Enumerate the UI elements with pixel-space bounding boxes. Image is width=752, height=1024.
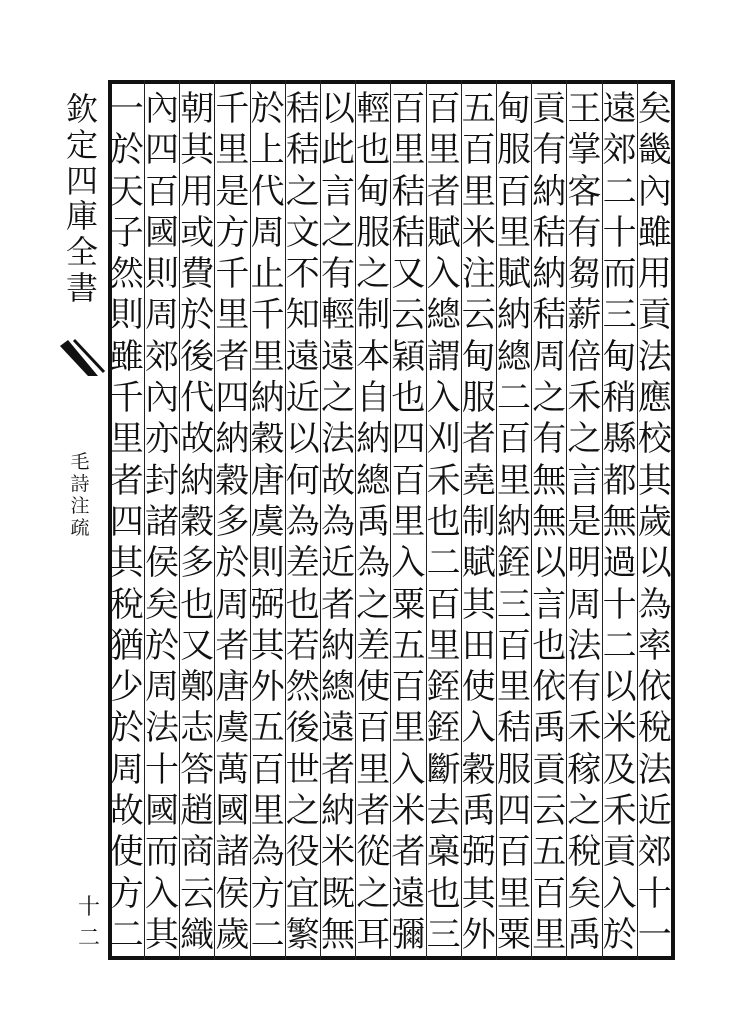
- fish-tail-ornament: [58, 338, 108, 378]
- text-column: 甸 服 百 里 賦 納 總 二 百 里 納 銍 三 百 里 秸 服 四 百 里 粟: [497, 89, 531, 955]
- text-column: 百 里 者 賦 入 總 謂 入 刈 禾 也 二 百 里 銍 銍 斷 去 槀 也 三: [426, 89, 461, 955]
- text-column: 百 里 秸 秸 又 云 穎 也 四 百 里 入 粟 五 百 里 入 米 者 遠 彌: [391, 89, 426, 955]
- text-column: 秸 秸 之 文 不 知 遠 近 以 何 為 差 也 若 然 後 世 之 役 宜 繁: [285, 89, 320, 955]
- text-column: 五 百 里 米 注 云 甸 服 者 堯 制 賦 其 田 使 入 穀 禹 弼 其 外: [461, 89, 496, 955]
- page-number: 十二: [77, 895, 100, 951]
- text-column: 千 里 是 方 千 里 者 四 納 穀 多 於 周 者 唐 虞 萬 國 諸 侯 歲: [215, 89, 250, 955]
- book-title: 欽 定 四 庫 全 書: [65, 90, 98, 308]
- text-column: 王 掌 客 有 芻 薪 倍 禾 之 言 是 明 周 法 有 禾 稼 之 稅 矣 禹: [567, 89, 602, 955]
- text-column: 一 於 天 子 然 則 雖 千 里 者 四 其 稅 猶 少 於 周 故 使 方 二: [109, 89, 144, 955]
- text-column: 遠 郊 二 十 而 三 甸 稍 縣 都 無 過 十 二 以 米 及 禾 貢 入 於: [602, 89, 637, 955]
- text-column: 以 此 言 之 有 輕 遠 之 法 故 為 近 者 納 總 遠 者 納 米 既 無: [321, 89, 355, 955]
- section-title: 毛 詩 注 疏: [70, 451, 90, 539]
- text-column: 朝 其 用 或 費 於 後 代 故 納 穀 多 也 又 鄭 志 答 趙 商 云 織: [180, 89, 215, 955]
- text-column: 輕 也 甸 服 之 制 本 自 納 總 禹 為 之 差 使 百 里 者 從 之 耳: [356, 89, 391, 955]
- text-column: 於 上 代 周 止 千 里 納 穀 唐 虞 則 弼 其 外 五 百 里 為 方 二: [250, 89, 285, 955]
- text-column: 矣 畿 內 雖 用 貢 法 應 校 其 歲 以 為 率 依 稅 法 近 郊 十 一: [637, 89, 672, 955]
- text-column: 貢 有 納 秸 納 秸 周 之 有 無 無 以 言 也 依 禹 貢 云 五 百 里: [532, 89, 567, 955]
- text-column: 內 四 百 國 則 周 郊 內 亦 封 諸 侯 矣 於 周 法 十 國 而 入 其: [145, 89, 179, 955]
